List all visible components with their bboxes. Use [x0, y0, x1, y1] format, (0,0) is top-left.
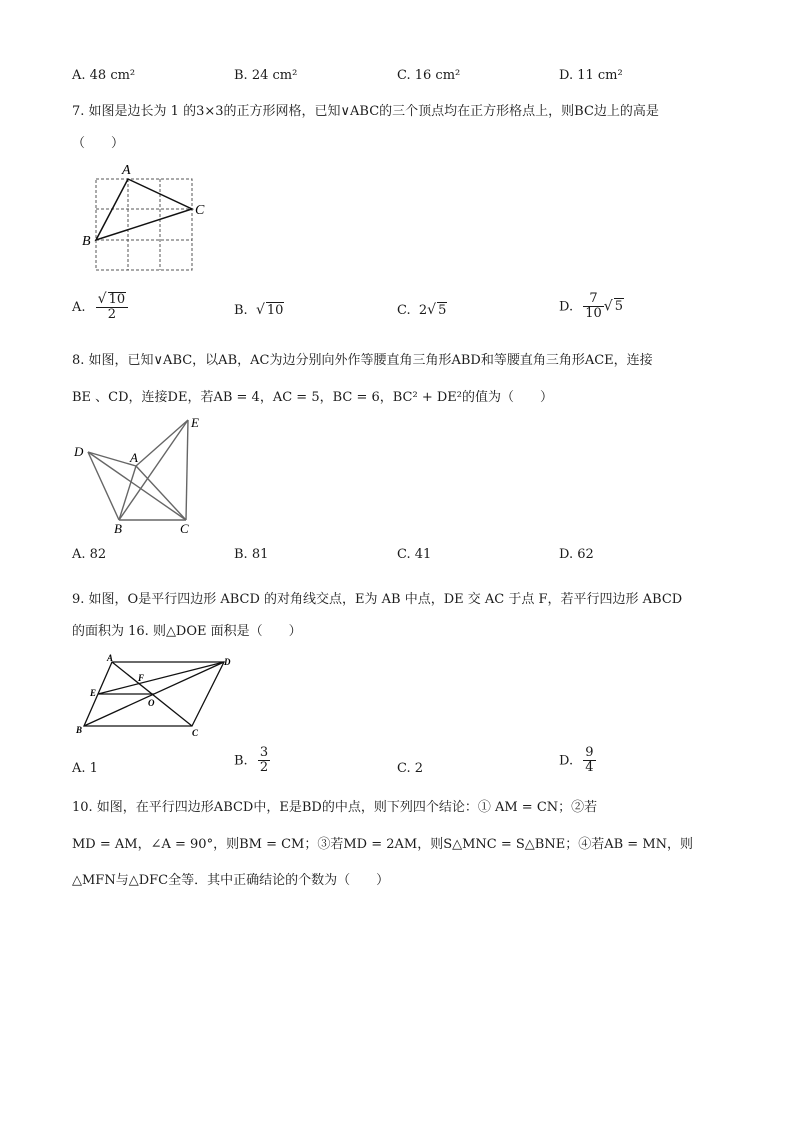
q6-option-c: C. 16 cm²: [397, 68, 461, 83]
q7-option-c: C. 2√ 5: [397, 302, 447, 318]
q9-option-c: C. 2: [397, 761, 424, 776]
q9-label-d: D: [224, 657, 231, 667]
q7-label-b: B: [82, 234, 91, 249]
q9-option-d: D. $\frac{9}{4}$: [559, 745, 594, 776]
q10-stem-line1: 10. 如图，在平行四边形ABCD中，E是BD的中点，则下列四个结论：① AM = CN；②若: [72, 800, 598, 815]
q10-stem-line2: MD = AM，∠A = 90°，则BM = CM；③若MD = 2AM，则S△MNC = S△BNE；④若AB = MN，则: [72, 837, 694, 852]
q8-label-b: B: [114, 521, 122, 536]
q8-figure: [70, 412, 210, 537]
q9-stem-line1: 9. 如图，O是平行四边形 ABCD 的对角线交点，E为 AB 中点，DE 交 AC 于点 F，若平行四边形 ABCD: [72, 592, 683, 607]
q8-stem-line2: BE 、CD，连接DE，若AB = 4，AC = 5，BC = 6，BC² + DE²的值为（ ）: [72, 390, 553, 405]
q7-stem-line2: （ ）: [72, 136, 125, 151]
q7-figure: [78, 160, 208, 275]
q9-label-f: F: [138, 673, 145, 683]
q7-label-c: C: [195, 203, 205, 218]
q9-option-a: A. 1: [72, 761, 98, 776]
q9-label-o: O: [148, 698, 155, 708]
q8-label-a: A: [130, 450, 138, 465]
q7-label-a: A: [122, 163, 131, 178]
q6-option-d: D. 11 cm²: [559, 68, 623, 83]
q10-stem-line3: △MFN与△DFC全等．其中正确结论的个数为（ ）: [72, 873, 390, 888]
q8-label-e: E: [191, 415, 199, 430]
q9-option-b: B. $\frac{3}{2}$: [234, 745, 269, 776]
q8-option-c: C. 41: [397, 547, 432, 562]
q7-option-a: A. $\frac{√ 10}{2}$: [72, 292, 128, 323]
q8-option-a: A. 82: [72, 547, 107, 562]
q9-label-c: C: [192, 728, 199, 738]
q7-stem-line1: 7. 如图是边长为 1 的3×3的正方形网格，已知∨ABC的三个顶点均在正方形格点上，则BC边上的高是: [72, 104, 659, 119]
q8-stem-line1: 8. 如图，已知∨ABC，以AB，AC为边分别向外作等腰直角三角形ABD和等腰直角三角形ACE，连接: [72, 353, 653, 368]
q9-label-b: B: [76, 725, 83, 735]
q8-label-d: D: [74, 444, 84, 459]
q6-option-a: A. 48 cm²: [72, 68, 136, 83]
q9-stem-line2: 的面积为 16. 则△DOE 面积是（ ）: [72, 624, 302, 639]
q7-option-b: B. √ 10: [234, 302, 284, 318]
q7-option-d: D. $\frac{7}{10}$ √ 5: [559, 291, 623, 322]
q8-option-b: B. 81: [234, 547, 269, 562]
q8-label-c: C: [180, 521, 189, 536]
q6-option-b: B. 24 cm²: [234, 68, 298, 83]
q9-label-e: E: [90, 688, 97, 698]
q8-option-d: D. 62: [559, 547, 594, 562]
q9-label-a: A: [107, 653, 114, 663]
q9-figure: [72, 652, 242, 740]
